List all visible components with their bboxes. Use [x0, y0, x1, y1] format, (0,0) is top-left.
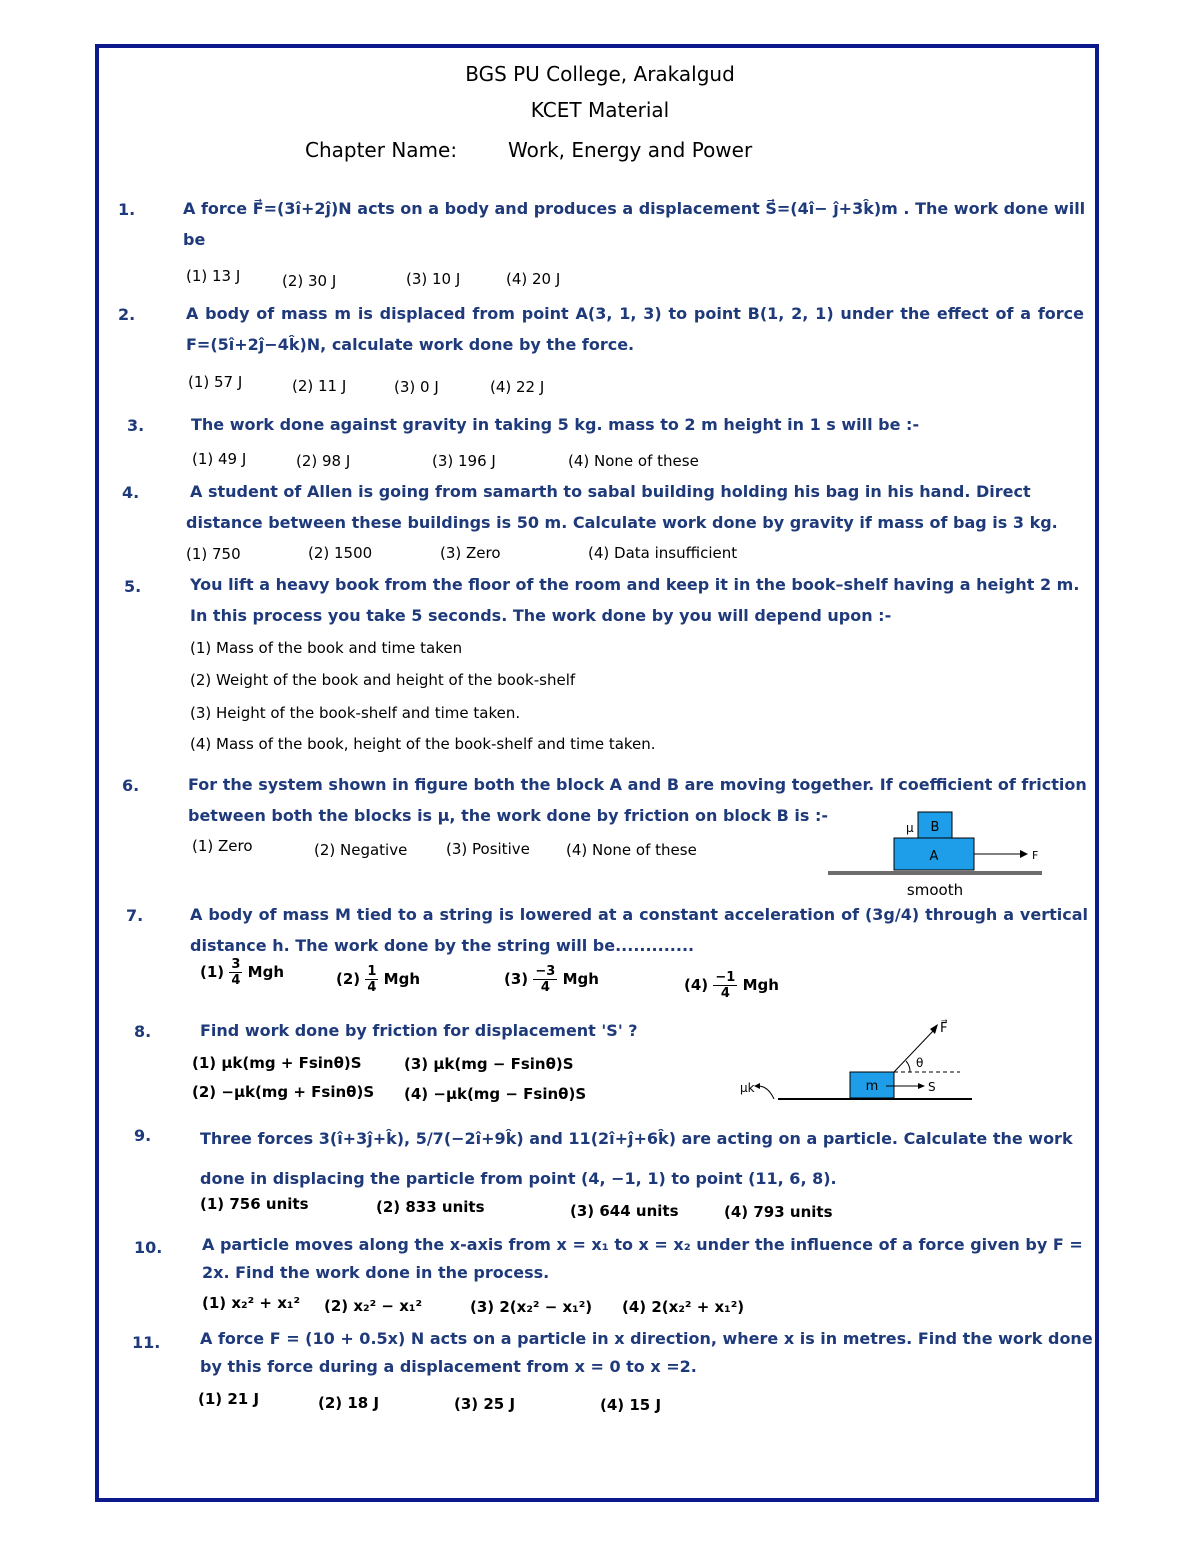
- friction-figure: [738, 1016, 974, 1106]
- material-title: KCET Material: [530, 98, 670, 122]
- question-number: 3.: [127, 416, 145, 435]
- mu-label: μk: [740, 1081, 755, 1095]
- option: (2) −μk(mg + Fsinθ)S: [192, 1083, 375, 1101]
- option: (1) 13 J: [186, 267, 241, 285]
- chapter-name: Work, Energy and Power: [508, 138, 753, 162]
- option: (1) 49 J: [192, 450, 247, 468]
- force-label: F: [1032, 849, 1039, 862]
- question-text: Three forces 3(î+3ĵ+k̂), 5/7(−2î+9k̂) and 11(2î+ĵ+6k̂) are acting on a particle. Calculate the work done in displacing the particle from point (4, −1, 1) to point (11, 6, 8).: [200, 1129, 1073, 1188]
- option: (3) 644 units: [570, 1202, 679, 1220]
- option: (4) None of these: [568, 452, 699, 470]
- question-text: A body of mass m is displaced from point A(3, 1, 3) to point B(1, 2, 1) under the effect of a force F=(5î+2ĵ−4k̂)N, calculate work done by the force.: [186, 304, 1084, 354]
- option: (2) 18 J: [318, 1394, 380, 1412]
- option: (2) 11 J: [292, 377, 347, 395]
- question-number: 1.: [118, 200, 136, 219]
- question-number: 4.: [122, 483, 140, 502]
- question-text: A force F = (10 + 0.5x) N acts on a particle in x direction, where x is in metres. Find the work done by this force during a displacement from x = 0 to x =2.: [200, 1329, 1093, 1376]
- option: (4) 22 J: [490, 378, 545, 396]
- option: (4) $\frac{-1}{4}$ Mgh: [684, 970, 779, 1001]
- option: (1) Zero: [192, 837, 253, 855]
- option: (3) μk(mg − Fsinθ)S: [404, 1055, 574, 1073]
- option: (4) Mass of the book, height of the book-shelf and time taken.: [190, 735, 656, 753]
- option: (1) x₂² + x₁²: [202, 1294, 301, 1312]
- option: (1) $\frac{3}{4}$ Mgh: [200, 957, 285, 988]
- question-text: A particle moves along the x-axis from x = x₁ to x = x₂ under the influence of a force given by F = 2x. Find the work done in the process.: [202, 1235, 1083, 1282]
- option: (4) −μk(mg − Fsinθ)S: [404, 1085, 587, 1103]
- option: (3) 0 J: [394, 378, 439, 396]
- block-m-label: m: [865, 1079, 879, 1094]
- option: (4) None of these: [566, 841, 697, 859]
- option: (3) 2(x₂² − x₁²): [470, 1298, 593, 1316]
- question-number: 5.: [124, 577, 142, 596]
- angle-label: θ: [916, 1056, 924, 1070]
- option: (3) $\frac{-3}{4}$ Mgh: [504, 964, 599, 995]
- force-arrowhead: [1020, 850, 1028, 858]
- disp-arrowhead: [918, 1083, 925, 1089]
- question-number: 7.: [126, 906, 144, 925]
- option: (2) 30 J: [282, 272, 337, 290]
- question-number: 8.: [134, 1022, 152, 1041]
- question-number: 10.: [134, 1238, 163, 1257]
- option: (2) Weight of the book and height of the book-shelf: [190, 671, 576, 689]
- option: (1) 756 units: [200, 1195, 309, 1213]
- option: (3) 25 J: [454, 1395, 516, 1413]
- question-number: 9.: [134, 1126, 152, 1145]
- question-number: 6.: [122, 776, 140, 795]
- question-number: 11.: [132, 1333, 161, 1352]
- block-a-label: A: [929, 849, 939, 864]
- option: (3) Zero: [440, 544, 501, 562]
- option: (2) 833 units: [376, 1198, 485, 1216]
- force-label: F⃗: [940, 1021, 948, 1036]
- mu-label: μ: [906, 821, 914, 835]
- option: (3) 196 J: [432, 452, 496, 470]
- surface-label: smooth: [906, 881, 964, 899]
- question-text: Find work done by friction for displacement 'S' ?: [200, 1021, 638, 1040]
- option: (1) 750: [186, 545, 241, 563]
- option: (1) μk(mg + Fsinθ)S: [192, 1054, 362, 1072]
- option: (1) 21 J: [198, 1390, 260, 1408]
- option: (2) Negative: [314, 841, 408, 859]
- question-number: 2.: [118, 305, 136, 324]
- option: (4) 2(x₂² + x₁²): [622, 1298, 745, 1316]
- option: (4) Data insufficient: [588, 544, 738, 562]
- option: (2) 98 J: [296, 452, 351, 470]
- blocks-figure: [822, 806, 1052, 900]
- force-arrow: [894, 1030, 934, 1072]
- option: (2) $\frac{1}{4}$ Mgh: [336, 964, 421, 995]
- question-text: For the system shown in figure both the block A and B are moving together. If coefficient of friction between both the blocks is μ, the work done by friction on block B is :-: [188, 775, 1087, 825]
- disp-label: S: [928, 1080, 936, 1094]
- option: (3) Positive: [446, 840, 530, 858]
- question-text: A body of mass M tied to a string is lowered at a constant acceleration of (3g/4) through a vertical distance h. The work done by the string will be.............: [190, 905, 1088, 955]
- friction-arrowhead: [754, 1083, 760, 1089]
- college-name: BGS PU College, Arakalgud: [465, 62, 735, 86]
- option: (4) 20 J: [506, 270, 561, 288]
- block-b-label: B: [930, 820, 940, 835]
- option: (3) 10 J: [406, 270, 461, 288]
- question-text: A force F⃗=(3î+2ĵ)N acts on a body and produces a displacement S⃗=(4î− ĵ+3k̂)m . The work done will be: [183, 199, 1086, 249]
- chapter-label: Chapter Name:: [305, 138, 458, 162]
- option: (3) Height of the book-shelf and time taken.: [190, 704, 521, 722]
- option: (2) 1500: [308, 544, 373, 562]
- option: (2) x₂² − x₁²: [324, 1297, 423, 1315]
- option: (1) Mass of the book and time taken: [190, 639, 463, 657]
- question-text: A student of Allen is going from samarth to sabal building holding his bag in his hand. Direct distance between these buildings is 50 m. Calculate work done by gravity if mass of bag is 3 kg.: [186, 482, 1058, 532]
- question-text: You lift a heavy book from the floor of the room and keep it in the book–shelf having a height 2 m. In this process you take 5 seconds. The work done by you will depend upon :-: [190, 575, 1080, 625]
- ground: [828, 871, 1042, 875]
- option: (1) 57 J: [188, 373, 243, 391]
- option: (4) 15 J: [600, 1396, 662, 1414]
- angle-arc: [906, 1061, 910, 1072]
- question-text: The work done against gravity in taking 5 kg. mass to 2 m height in 1 s will be :-: [191, 415, 920, 434]
- option: (4) 793 units: [724, 1203, 833, 1221]
- friction-arc: [758, 1086, 774, 1099]
